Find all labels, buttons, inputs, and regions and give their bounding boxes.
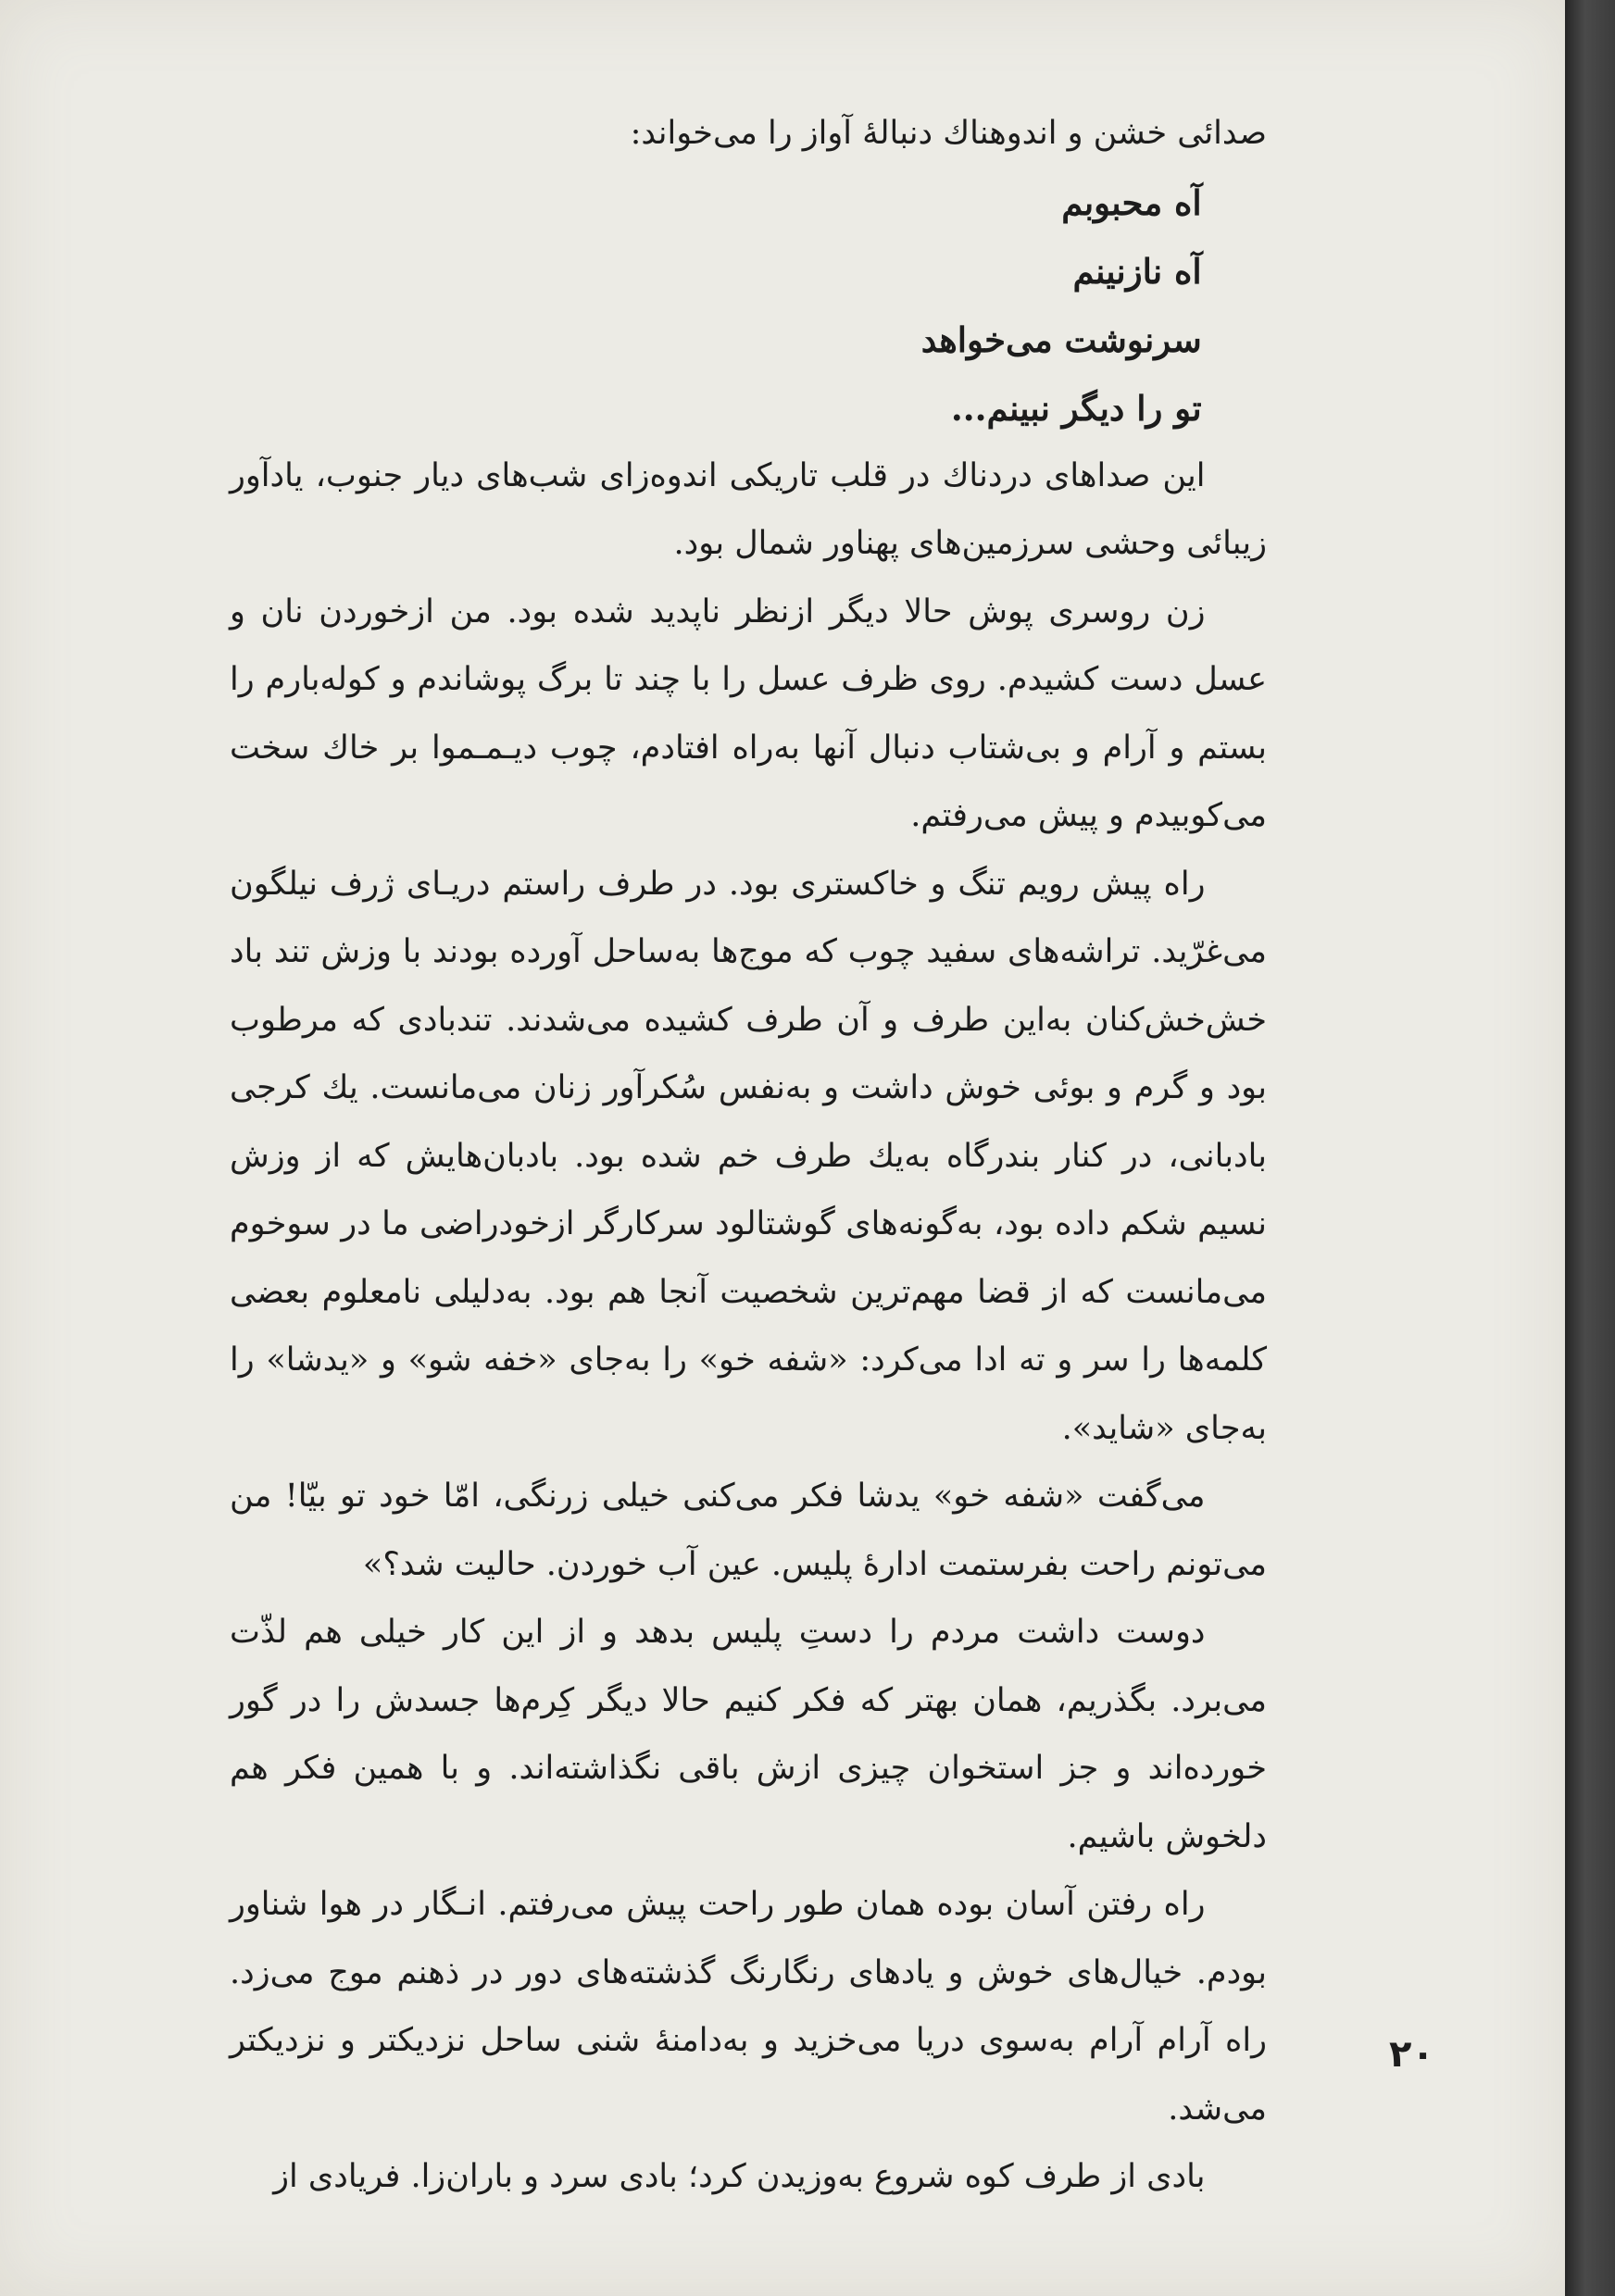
intro-line: صدائی خشن و اندوهناك دنبالهٔ آواز را می‌خواند: xyxy=(630,115,1267,152)
page-text xyxy=(230,100,1267,2212)
poem-stanza xyxy=(230,168,1267,443)
paragraph: راه پیش رویم تنگ و خاکستری بود. در طرف راستم دریـای ژرف نیلگون می‌غرّید. تراشه‌های سفید چوب که موج‌ها به‌ساحل آورده بودند با وزش تند باد خش‌خش‌کنان به‌این طرف و آن طرف کشیده می‌شدند. تندبادی که مرطوب بود و گرم و بوئی خوش داشت و به‌نفس سُکرآور زنان می‌مانست. یك کرجی بادبانی، در کنار بندرگاه به‌یك طرف خم شده بود. بادبان‌هایش که از وزش نسیم شکم داده بود، به‌گونه‌های گوشتالود سرکارگر ازخودراضی ما در سوخوم می‌مانست که از قضا مهم‌ترین شخصیت آنجا هم بود. به‌دلیلی نامعلوم بعضی کلمه‌ها را سر و ته ادا می‌کرد: «شفه خو» را به‌جای «خفه شو» و «یدشا» را به‌جای «شاید». xyxy=(230,865,1267,1447)
paragraph: می‌گفت «شفه خو» یدشا فکر می‌کنی خیلی زرنگی، امّا خود تو بیّا! من می‌تونم راحت بفرستمت ادارهٔ پلیس. عین آب خوردن. حالیت شد؟» xyxy=(230,1478,1267,1583)
paragraph: بادی از طرف کوه شروع به‌وزیدن کرد؛ بادی سرد و باران‌زا. فریادی از xyxy=(273,2158,1206,2195)
page-number: ۲۰ xyxy=(1389,2033,1434,2076)
paragraph: دوست داشت مردم را دستِ پلیس بدهد و از این کار خیلی هم لذّت می‌برد. بگذریم، همان بهتر که فکر کنیم حالا دیگر کِرم‌ها جسدش را در گور خورده‌اند و جز استخوان چیزی ازش باقی نگذاشته‌اند. و با همین فکر هم دلخوش باشیم. xyxy=(230,1614,1267,1855)
paragraph: این صداهای دردناك در قلب تاریکی اندوه‌زای شب‌های دیار جنوب، یادآور زیبائی وحشی سرزمین‌های پهناور شمال بود. xyxy=(230,456,1267,562)
paragraph: زن روسری پوش حالا دیگر ازنظر ناپدید شده بود. من ازخوردن نان و عسل دست کشیدم. روی ظرف عسل را با چند تا برگ پوشاندم و کوله‌بارم را بستم و آرام و بی‌شتاب دنبال آنها به‌راه افتادم، چوب دیـمـموا بر خاك سخت می‌کوبیدم و پیش می‌رفتم. xyxy=(230,593,1267,834)
poem-line: سرنوشت می‌خواهد xyxy=(920,318,1202,360)
poem-line: آه نازنینم xyxy=(1072,250,1202,292)
poem-line: تو را دیگر نبینم... xyxy=(950,387,1202,429)
scan-background-edge xyxy=(1565,0,1615,2296)
paragraph: راه رفتن آسان بوده همان طور راحت پیش می‌رفتم. انـگار در هوا شناور بودم. خیال‌های خوش و یادهای رنگارنگ گذشته‌های دور در ذهنم موج می‌زد. راه آرام آرام به‌سوی دریا می‌خزید و به‌دامنهٔ شنی ساحل نزدیکتر و نزدیکتر می‌شد. xyxy=(230,1886,1267,2128)
poem-line: آه محبوبم xyxy=(1061,181,1202,223)
